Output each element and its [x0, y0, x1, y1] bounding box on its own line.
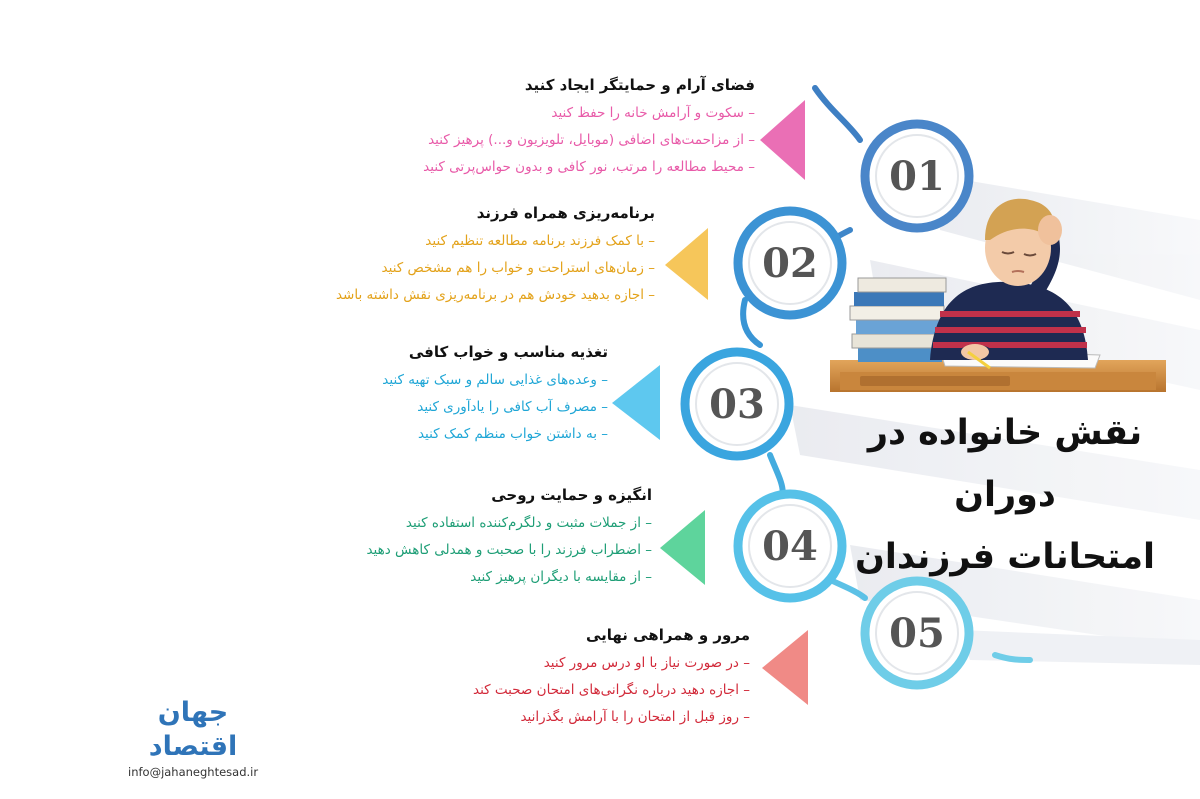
list-item: – مصرف آب کافی را یادآوری کنید	[417, 399, 608, 415]
list-item: – از مزاحمت‌های اضافی (موبایل، تلویزیون و...) پرهیز کنید	[428, 132, 755, 148]
list-item: – زمان‌های استراحت و خواب را هم مشخص کنید	[381, 260, 655, 276]
list-item: – در صورت نیاز با او درس مرور کنید	[543, 655, 750, 671]
arrow-triangle-02	[665, 228, 708, 300]
section-title: فضای آرام و حمایتگر ایجاد کنید	[524, 76, 755, 94]
list-item: – روز قبل از امتحان را با آرامش بگذرانید	[520, 709, 750, 725]
list-item: – به داشتن خواب منظم کمک کنید	[417, 426, 608, 442]
list-item: – اضطراب فرزند را با صحبت و همدلی کاهش دهید	[366, 542, 652, 558]
circle-03	[685, 352, 789, 456]
circle-number: 03	[709, 381, 765, 428]
circle-number: 05	[889, 610, 945, 657]
arrow-triangle-05	[762, 630, 808, 705]
circle-number: 04	[762, 523, 818, 570]
title-line-1: نقش خانواده در دوران	[867, 413, 1143, 515]
section-title: مرور و همراهی نهایی	[585, 626, 750, 644]
list-item: – اجازه دهید درباره نگرانی‌های امتحان صحبت کند	[473, 682, 750, 698]
list-item: – محیط مطالعه را مرتب، نور کافی و بدون حواس‌پرتی کنید	[423, 159, 755, 175]
logo-wordmark: جهان اقتصاد	[148, 697, 238, 762]
circle-number: 01	[889, 153, 945, 200]
section-03	[382, 342, 608, 448]
title-line-2: امتحانات فرزندان	[854, 537, 1156, 577]
brand-logo	[128, 696, 258, 780]
section-01	[423, 75, 755, 181]
list-item: – از مقایسه با دیگران پرهیز کنید	[470, 569, 652, 585]
section-title: برنامه‌ریزی همراه فرزند	[476, 204, 655, 222]
section-title: انگیزه و حمایت روحی	[491, 486, 652, 504]
section-05	[473, 625, 750, 731]
list-item: – با کمک فرزند برنامه مطالعه تنظیم کنید	[425, 233, 655, 249]
page-title	[820, 402, 1190, 588]
circle-05	[865, 581, 969, 685]
arrow-triangle-03	[612, 365, 660, 440]
circle-01	[865, 124, 969, 228]
list-item: – از جملات مثبت و دلگرم‌کننده استفاده کنید	[405, 515, 652, 531]
circle-02	[738, 211, 842, 315]
contact-email[interactable]: info@jahaneghtesad.ir	[128, 765, 259, 779]
section-02	[336, 203, 655, 309]
section-04	[366, 485, 652, 591]
circle-number: 02	[762, 240, 818, 287]
arrow-triangle-01	[760, 100, 805, 180]
list-item: – اجازه بدهید خودش هم در برنامه‌ریزی نقش داشته باشد	[335, 287, 655, 303]
arrow-triangle-04	[660, 510, 705, 585]
list-item: – سکوت و آرامش خانه را حفظ کنید	[551, 105, 755, 121]
list-item: – وعده‌های غذایی سالم و سبک تهیه کنید	[382, 372, 608, 388]
section-title: تغذیه مناسب و خواب کافی	[408, 343, 608, 361]
